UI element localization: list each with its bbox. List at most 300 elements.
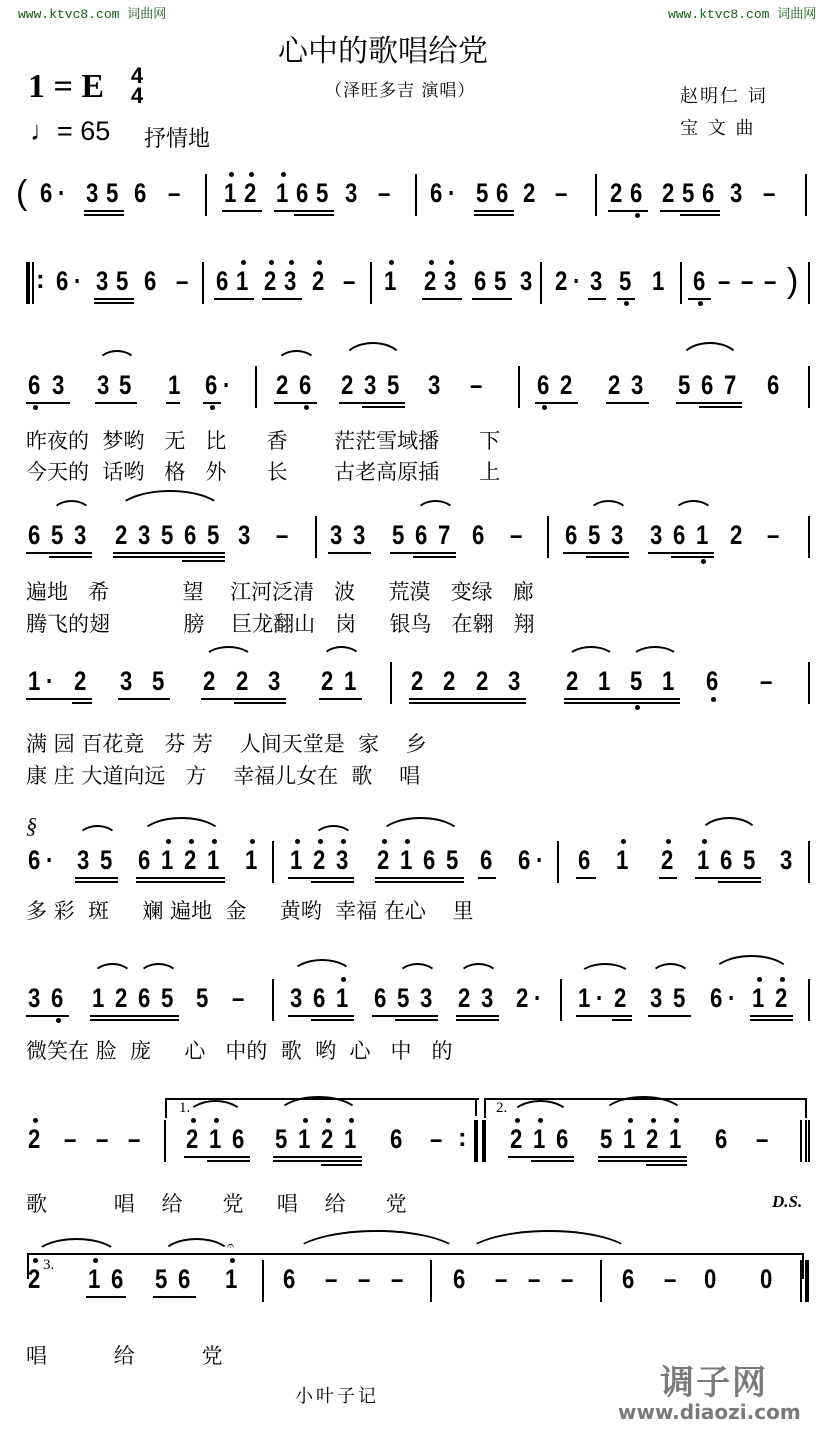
sustain-dash: – [232, 983, 245, 1013]
beat-underline [531, 1160, 574, 1162]
performer-credit: （泽旺多吉 演唱） [325, 81, 476, 101]
note-numeral: 5 [673, 983, 686, 1013]
fermata-icon: 𝄐 [227, 1238, 235, 1253]
octave-up-dot-icon [303, 1118, 308, 1123]
time-sig-top: 4 [130, 63, 144, 88]
beat-underline [273, 1156, 362, 1158]
note-numeral: 2 [186, 1124, 199, 1154]
note-numeral: 3 [290, 983, 303, 1013]
note-numeral: 2 [28, 1264, 41, 1294]
beat-underline [234, 702, 286, 704]
beat-underline [598, 1160, 687, 1162]
beat-underline [472, 298, 512, 300]
beat-underline [274, 210, 334, 212]
note-numeral: 2 [458, 983, 471, 1013]
note-numeral: 5 [207, 520, 220, 550]
octave-up-dot-icon [341, 839, 346, 844]
octave-up-dot-icon [33, 1118, 38, 1123]
sustain-dash: – [96, 1124, 109, 1154]
augmentation-dot: · [448, 178, 456, 208]
octave-up-dot-icon [317, 260, 322, 265]
note-numeral: 6 [144, 266, 157, 296]
sustain-dash: – [430, 1124, 443, 1154]
beat-underline [576, 1015, 632, 1017]
barline [557, 841, 559, 883]
note-numeral: 2 [560, 370, 573, 400]
beat-underline [94, 298, 134, 300]
beat-underline [699, 406, 742, 408]
augmentation-dot: · [46, 666, 54, 696]
note-numeral: 2 [313, 845, 326, 875]
beat-underline [201, 698, 286, 700]
note-numeral: 6 [578, 845, 591, 875]
slur-arc [566, 646, 616, 660]
octave-up-dot-icon [326, 1118, 331, 1123]
note-numeral: 1 [669, 1124, 682, 1154]
lyricist-credit: 赵明仁 词 [680, 86, 768, 107]
note-numeral: 2 [662, 178, 675, 208]
note-numeral: 1 [752, 983, 765, 1013]
barline [255, 366, 257, 408]
barline [205, 174, 207, 216]
beat-underline [390, 552, 456, 554]
note-numeral: 1 [578, 983, 591, 1013]
sustain-dash: – [128, 1124, 141, 1154]
barline [808, 841, 810, 883]
final-barline-thin [800, 1260, 802, 1302]
note-numeral: 5 [161, 520, 174, 550]
watermark-top-right: www.ktvc8.com 词曲网 [668, 7, 817, 22]
note-numeral: 6 [216, 266, 229, 296]
octave-up-dot-icon [341, 977, 346, 982]
note-numeral: 1 [344, 1124, 357, 1154]
note-numeral: 6 [28, 370, 41, 400]
note-numeral: 6 [28, 520, 41, 550]
note-numeral: 1 [623, 1124, 636, 1154]
beat-underline [321, 1164, 362, 1166]
note-numeral: 2 [341, 370, 354, 400]
barline [808, 262, 810, 304]
beat-underline [456, 1019, 499, 1021]
note-numeral: 7 [438, 520, 451, 550]
note-numeral: 3 [631, 370, 644, 400]
note-numeral: 2 [443, 666, 456, 696]
lyric-line: 歌 唱 给 党 唱 给 党 [26, 1192, 407, 1216]
note-numeral: 6 [415, 520, 428, 550]
octave-up-dot-icon [382, 839, 387, 844]
note-numeral: 2 [312, 266, 325, 296]
note-numeral: 2 [321, 1124, 334, 1154]
octave-up-dot-icon [166, 839, 171, 844]
beat-underline [166, 402, 180, 404]
barline [540, 262, 542, 304]
slur-arc [97, 350, 137, 364]
note-numeral: 1 [662, 666, 675, 696]
note-numeral: 6 [556, 1124, 569, 1154]
beat-underline [288, 1015, 354, 1017]
slur-arc [276, 350, 317, 364]
octave-up-dot-icon [389, 260, 394, 265]
sustain-dash: – [325, 1264, 338, 1294]
quarter-note-icon: ♩ [30, 116, 57, 146]
note-numeral: 1 [209, 1124, 222, 1154]
note-numeral: 3 [780, 845, 793, 875]
note-numeral: 6 [720, 845, 733, 875]
note-numeral: 2 [555, 266, 568, 296]
note-numeral: 2 [614, 983, 627, 1013]
augmentation-dot: · [74, 266, 82, 296]
octave-up-dot-icon [780, 977, 785, 982]
beat-underline [564, 698, 680, 700]
beat-underline [375, 877, 464, 879]
beat-underline [646, 1164, 687, 1166]
beat-underline [409, 698, 526, 700]
beat-underline [535, 402, 578, 404]
volta-bracket-1 [165, 1098, 479, 1118]
sustain-dash: – [176, 266, 189, 296]
slur-arc [650, 963, 691, 977]
composer-credit: 宝 文 曲 [680, 118, 756, 139]
note-numeral: 2 [516, 983, 529, 1013]
beat-underline [311, 1019, 354, 1021]
note-numeral: 3 [97, 370, 110, 400]
note-numeral: 6 [423, 845, 436, 875]
barline [808, 1120, 810, 1162]
note-numeral: 5 [155, 1264, 168, 1294]
note-numeral: 6 [28, 845, 41, 875]
note-numeral: 5 [446, 845, 459, 875]
note-numeral: 6 [710, 983, 723, 1013]
octave-up-dot-icon [212, 839, 217, 844]
lyric-line: 今天的 话哟 格 外 长 古老高原插 上 [26, 460, 501, 484]
note-numeral: 1 [290, 845, 303, 875]
barline [808, 662, 810, 704]
barline [808, 516, 810, 558]
octave-down-dot-icon [711, 697, 716, 702]
barline [390, 662, 392, 704]
beat-underline [203, 402, 221, 404]
note-numeral: 2 [566, 666, 579, 696]
lyric-line: 多 彩 斑 斓 遍地 金 黄哟 幸福 在心 里 [26, 899, 474, 923]
note-numeral: 6 [134, 178, 147, 208]
beat-underline [94, 302, 134, 304]
note-numeral: 6 [715, 1124, 728, 1154]
beat-underline [660, 210, 720, 212]
slur-arc [138, 963, 179, 977]
octave-up-dot-icon [429, 260, 434, 265]
note-numeral: 6 [673, 520, 686, 550]
note-numeral: 6 [496, 178, 509, 208]
sustain-dash: – [741, 266, 754, 296]
note-numeral: 1 [245, 845, 258, 875]
note-numeral: 1 [336, 983, 349, 1013]
note-numeral: 2 [74, 666, 87, 696]
barline [680, 262, 682, 304]
note-numeral: 6 [56, 266, 69, 296]
note-numeral: 6 [51, 983, 64, 1013]
note-numeral: 5 [600, 1124, 613, 1154]
barline [415, 174, 417, 216]
note-numeral: 5 [619, 266, 632, 296]
note-numeral: 6 [40, 178, 53, 208]
note-numeral: 7 [724, 370, 737, 400]
beat-underline [478, 877, 496, 879]
note-numeral: 1 [161, 845, 174, 875]
volta-bracket-3 [27, 1253, 804, 1279]
note-numeral: 3 [77, 845, 90, 875]
song-title: 心中的歌唱给党 [278, 34, 488, 69]
note-numeral: 5 [316, 178, 329, 208]
beat-underline [26, 1015, 69, 1017]
note-numeral: 5 [476, 178, 489, 208]
note-numeral: 5 [678, 370, 691, 400]
lyric-line: 昨夜的 梦哟 无 比 香 茫茫雪域播 下 [26, 429, 501, 453]
octave-up-dot-icon [628, 1118, 633, 1123]
beat-underline [328, 552, 371, 554]
note-numeral: 3 [284, 266, 297, 296]
beat-underline [90, 1015, 179, 1017]
note-numeral: 1 [400, 845, 413, 875]
beat-underline [680, 214, 720, 216]
barline [272, 841, 274, 883]
note-numeral: 3 [650, 520, 663, 550]
slur-arc [51, 500, 92, 514]
beat-underline [319, 698, 362, 700]
note-numeral: 3 [28, 983, 41, 1013]
slur-arc [313, 825, 354, 839]
barline [202, 262, 204, 304]
tempo-marking [30, 116, 110, 147]
note-numeral: 2 [775, 983, 788, 1013]
beat-underline [588, 298, 606, 300]
augmentation-dot: · [534, 983, 542, 1013]
final-barline-thick [805, 1260, 809, 1302]
beat-underline [456, 1015, 499, 1017]
beat-underline [586, 556, 629, 558]
note-numeral: 2 [236, 666, 249, 696]
lyric-line: 康 庄 大道向远 方 幸福儿女在 歌 唱 [26, 764, 421, 788]
note-numeral: 6 [296, 178, 309, 208]
volta-bracket-2 [484, 1098, 807, 1118]
note-numeral: 5 [275, 1124, 288, 1154]
beat-underline [676, 402, 742, 404]
beat-underline [474, 214, 514, 216]
octave-down-dot-icon [635, 705, 640, 710]
note-numeral: 2 [523, 178, 536, 208]
note-numeral: 1 [697, 845, 710, 875]
repeat-start-barline [26, 262, 30, 304]
note-numeral: 3 [420, 983, 433, 1013]
note-numeral: 6 [453, 1264, 466, 1294]
octave-down-dot-icon [542, 405, 547, 410]
beat-underline [262, 298, 302, 300]
note-numeral: 1 [384, 266, 397, 296]
note-numeral: 2 [28, 1124, 41, 1154]
note-numeral: 6 [138, 983, 151, 1013]
slur-arc [77, 825, 118, 839]
slur-arc [578, 963, 632, 977]
octave-up-dot-icon [449, 260, 454, 265]
augmentation-dot: · [58, 178, 66, 208]
beat-underline [95, 402, 137, 404]
sustain-dash: – [763, 178, 776, 208]
note-numeral: 1 [92, 983, 105, 1013]
beat-underline [75, 881, 118, 883]
octave-up-dot-icon [241, 260, 246, 265]
slur-arc [92, 963, 133, 977]
note-numeral: 3 [508, 666, 521, 696]
octave-up-dot-icon [214, 1118, 219, 1123]
note-numeral: 5 [100, 845, 113, 875]
octave-up-dot-icon [289, 260, 294, 265]
augmentation-dot: · [536, 845, 544, 875]
octave-up-dot-icon [666, 839, 671, 844]
note-numeral: 1 [276, 178, 289, 208]
beat-underline [375, 881, 464, 883]
volta-label-3: 3. [43, 1257, 55, 1273]
time-signature [126, 63, 148, 108]
octave-up-dot-icon [191, 1118, 196, 1123]
slur-arc [115, 490, 225, 514]
sustain-dash: – [767, 520, 780, 550]
note-numeral: 1 [533, 1124, 546, 1154]
note-numeral: 3 [96, 266, 109, 296]
beat-underline [362, 406, 405, 408]
thick-barline [474, 1120, 478, 1162]
repeat-dots: : [36, 264, 45, 294]
beat-underline [136, 877, 225, 879]
open-paren: ( [16, 174, 28, 212]
note-numeral: 2 [276, 370, 289, 400]
beat-underline [648, 552, 714, 554]
final-double-bar-b [805, 1120, 807, 1162]
octave-up-dot-icon [651, 1118, 656, 1123]
sustain-dash: – [664, 1264, 677, 1294]
note-numeral: 5 [392, 520, 405, 550]
beat-underline [413, 556, 456, 558]
note-numeral: 2 [424, 266, 437, 296]
beat-underline [508, 1156, 574, 1158]
slur-arc [710, 955, 793, 977]
beat-underline [474, 210, 514, 212]
note-numeral: 6 [111, 1264, 124, 1294]
beat-underline [598, 1156, 687, 1158]
barline [518, 366, 520, 408]
octave-up-dot-icon [250, 839, 255, 844]
slur-arc [321, 646, 362, 660]
note-numeral: 1 [298, 1124, 311, 1154]
augmentation-dot: · [46, 845, 54, 875]
lyric-line: 微笑在 脸 庞 心 中的 歌 哟 心 中 的 [26, 1039, 453, 1063]
sustain-dash: – [64, 1124, 77, 1154]
note-numeral: 6 [430, 178, 443, 208]
note-numeral: 6 [630, 178, 643, 208]
note-numeral: 6 [693, 266, 706, 296]
note-numeral: 3 [428, 370, 441, 400]
note-numeral: 5 [152, 666, 165, 696]
lyric-line: 遍地 希 望 江河泛清 波 荒漠 变绿 廊 [26, 580, 534, 604]
note-numeral: 1 [224, 178, 237, 208]
barline [164, 1120, 166, 1162]
slur-arc [678, 342, 742, 364]
note-numeral: 1 [696, 520, 709, 550]
octave-up-dot-icon [405, 839, 410, 844]
sustain-dash: – [561, 1264, 574, 1294]
beat-underline [113, 552, 225, 554]
note-numeral: 5 [743, 845, 756, 875]
octave-up-dot-icon [757, 977, 762, 982]
note-numeral: 6 [299, 370, 312, 400]
sustain-dash: – [760, 666, 773, 696]
slur-arc [203, 646, 254, 660]
segno-icon: § [26, 813, 37, 838]
octave-up-dot-icon [229, 172, 234, 177]
note-numeral: 3 [353, 520, 366, 550]
transcriber-credit: 小叶子记 [295, 1386, 379, 1407]
note-numeral: 3 [86, 178, 99, 208]
beat-underline [72, 702, 92, 704]
note-numeral: 1 [225, 1264, 238, 1294]
barline [560, 979, 562, 1021]
note-numeral: 5 [387, 370, 400, 400]
note-numeral: 3 [74, 520, 87, 550]
beat-underline [695, 877, 761, 879]
note-numeral: 3 [268, 666, 281, 696]
note-numeral: 5 [51, 520, 64, 550]
beat-underline [86, 1296, 126, 1298]
volta-end-1 [475, 1098, 477, 1116]
beat-underline [563, 552, 629, 554]
slur-arc [673, 500, 714, 514]
note-numeral: 2 [610, 178, 623, 208]
volta-label-1: 1. [179, 1100, 191, 1116]
octave-up-dot-icon [538, 1118, 543, 1123]
note-numeral: 6 [706, 666, 719, 696]
note-numeral: 2 [476, 666, 489, 696]
beat-underline [113, 556, 225, 558]
slur-arc [697, 817, 761, 839]
octave-up-dot-icon [349, 1118, 354, 1123]
beat-underline [153, 1296, 196, 1298]
note-numeral: 1 [616, 845, 629, 875]
beat-underline [184, 1156, 250, 1158]
close-paren: ) [787, 262, 799, 300]
key-signature: 1 = E [28, 68, 105, 105]
note-numeral: 6 [390, 1124, 403, 1154]
barline [808, 366, 810, 408]
note-numeral: 5 [682, 178, 695, 208]
octave-up-dot-icon [281, 172, 286, 177]
ds-marking: D.S. [772, 1192, 803, 1211]
note-numeral: 6 [480, 845, 493, 875]
beat-underline [136, 881, 225, 883]
note-numeral: 5 [630, 666, 643, 696]
octave-up-dot-icon [515, 1118, 520, 1123]
note-numeral: 5 [397, 983, 410, 1013]
note-numeral: 5 [494, 266, 507, 296]
repeat-end-dots: : [458, 1122, 467, 1152]
note-numeral: 0 [704, 1264, 717, 1294]
slur-arc [588, 500, 629, 514]
sustain-dash: – [718, 266, 731, 296]
octave-up-dot-icon [249, 172, 254, 177]
sustain-dash: – [764, 266, 777, 296]
note-numeral: 1 [88, 1264, 101, 1294]
note-numeral: 3 [444, 266, 457, 296]
note-numeral: 3 [138, 520, 151, 550]
octave-up-dot-icon [269, 260, 274, 265]
note-numeral: 3 [52, 370, 65, 400]
